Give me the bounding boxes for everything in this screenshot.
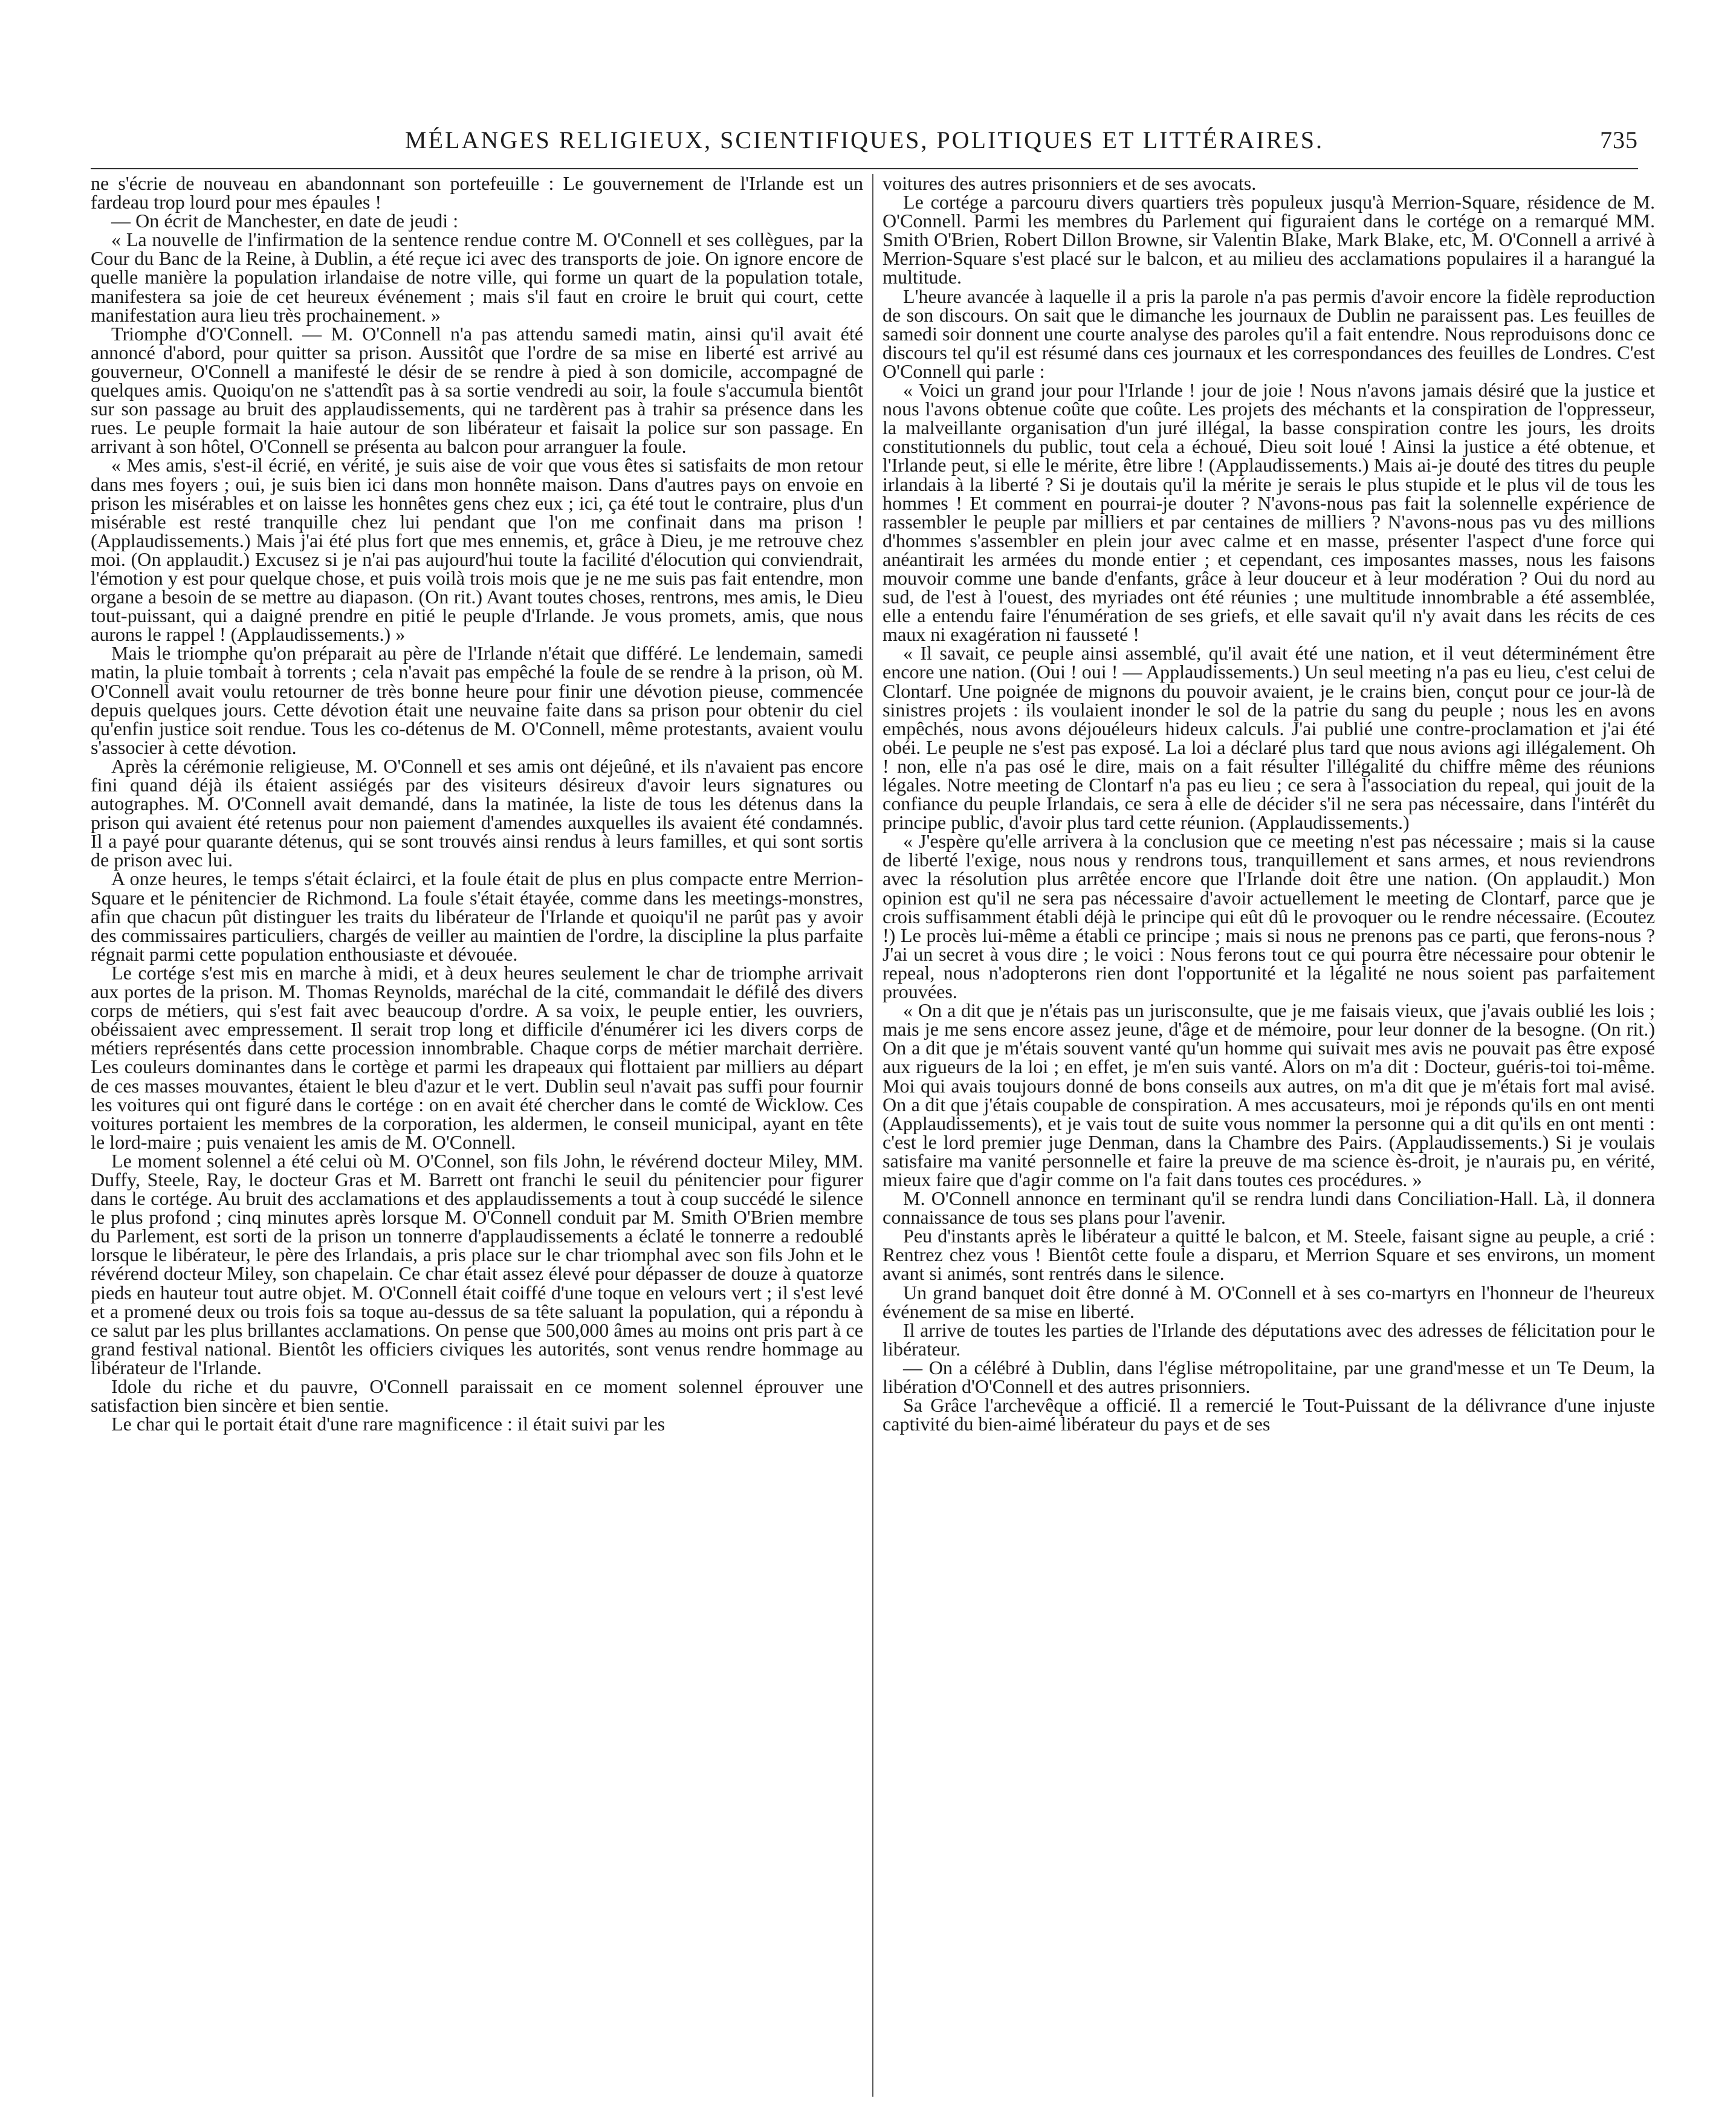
column-divider (872, 174, 873, 2097)
paragraph: « Il savait, ce peuple ainsi assemblé, qu'il avait été une nation, et il veut déterminément être encore une nation. (Oui ! oui ! — Applaudissements.) Un seul meeting n'a pas eu lieu, c'est celui de Clontarf. Une poignée de mignons du pouvoir avaient, je le crains bien, conçut pour ce jour-là de sinistres projets : ils voulaient inonder le sol de la patrie du sang du peuple ; nous les en avons empêchés, nous avons déjouéleurs hideux calculs. J'ai publié une contre-proclamation et j'ai été obéi. Le peuple ne s'est pas exposé. La loi a déclaré plus tard que nous avions agi illégalement. Oh ! non, elle n'a pas osé le dire, mais on a fait résulter l'illégalité du chiffre même des réunions légales. Notre meeting de Clontarf n'a pas eu lieu ; ce sera à l'association du repeal, qui jouit de la confiance du peuple Irlandais, ce sera à elle de décider s'il ne sera pas nécessaire, dans l'intérêt du principe public, d'avoir plus tard cette réunion. (Applaudissements.) (883, 642, 1655, 834)
paragraph: voitures des autres prisonniers et de ses avocats. (883, 174, 1257, 194)
paragraph: M. O'Connell annonce en terminant qu'il se rendra lundi dans Conciliation-Hall. Là, il donnera connaissance de tous ses plans pour l'avenir. (883, 1187, 1655, 1229)
paragraph: — On écrit de Manchester, en date de jeudi : (111, 210, 459, 232)
paragraph: « J'espère qu'elle arrivera à la conclusion que ce meeting n'est pas nécessaire ; mais si la cause de liberté l'exige, nous nous y rendrons tous, tranquillement et sans armes, et nous reviendrons avec la résolution plus arrêtée encore que l'Irlande doit être une nation. (On applaudit.) Mon opinion est qu'il ne sera pas nécessaire d'avoir actuellement le meeting de Clontarf, parce que je crois suffisamment établi déjà le principe qui eût dû le provoquer ou le rendre nécessaire. (Ecoutez !) Le procès lui-même a établi ce principe ; mais si nous ne prenons pas ce parti, que ferons-nous ? J'ai un secret à vous dire ; le voici : Nous ferons tout ce qui pourra être nécessaire pour obtenir le repeal, nous n'adopterons rien dont l'opportunité et la légalité ne nous soient pas parfaitement prouvées. (883, 830, 1655, 1003)
paragraph: Mais le triomphe qu'on préparait au père de l'Irlande n'était que différé. Le lendemain, samedi matin, la pluie tombait à torrents ; cela n'avait pas empêché la foule de se rendre à la prison, où M. O'Connell avait voulu retourner de très bonne heure pour finir une dévotion pieuse, commencée depuis quelques jours. Cette dévotion était une neuvaine faite dans sa prison pour obtenir du ciel qu'enfin justice soit rendue. Tous les co-détenus de M. O'Connell, même protestants, avaient voulu s'associer à cette dévotion. (91, 642, 863, 758)
paragraph: Un grand banquet doit être donné à M. O'Connell et à ses co-martyrs en l'honneur de l'heureux événement de sa mise en liberté. (883, 1281, 1655, 1322)
paragraph: Sa Grâce l'archevêque a officié. Il a remercié le Tout-Puissant de la délivrance d'une injuste captivité du bien-aimé libérateur du pays et de ses (883, 1394, 1655, 1435)
paragraph: Il arrive de toutes les parties de l'Irlande des députations avec des adresses de félicitation pour le libérateur. (883, 1319, 1655, 1360)
paragraph: L'heure avancée à laquelle il a pris la parole n'a pas permis d'avoir encore la fidèle reproduction de son discours. On sait que le dimanche les journaux de Dublin ne paraissent pas. Les feuilles de samedi soir donnent une courte analyse des paroles qu'il a fait entendre. Nous reproduisons donc ce discours tel qu'il est résumé dans ces journaux et les correspondances des feuilles de Londres. C'est O'Connell qui parle : (883, 285, 1655, 382)
paragraph: « On a dit que je n'étais pas un jurisconsulte, que je me faisais vieux, que j'avais oublié les lois ; mais je me sens encore assez jeune, d'âge et de mémoire, pour leur donner de la besogne. (On rit.) On a dit que je m'étais souvent vanté qu'un homme qui suivait mes avis ne pouvait pas être exposé aux rigueurs de la loi ; en effet, je m'en suis vanté. Alors on m'a dit : Docteur, guéris-toi toi-même. Moi qui avais toujours donné de bons conseils aux autres, on m'a dit que je m'étais fort mal avisé. On a dit que j'étais coupable de conspiration. A mes accusateurs, moi je réponds qu'ils en ont menti (Applaudissements), et je vais tout de suite vous nommer la personne qui a dit qu'ils en ont menti : c'est le lord premier juge Denman, dans la Chambre des Pairs. (Applaudissements.) Si je voulais satisfaire ma vanité personnelle et faire la preuve de ma science ès-droit, je n'aurais pu, en vérité, mieux faire que d'agir comme on l'a fait dans toutes ces procédures. » (883, 999, 1655, 1190)
page-header (91, 126, 1638, 162)
right-column (883, 174, 1655, 2097)
paragraph: Peu d'instants après le libérateur a quitté le balcon, et M. Steele, faisant signe au peuple, a crié : Rentrez chez vous ! Bientôt cette foule a disparu, et Merrion Square et ses environs, un moment avant si animés, sont rentrés dans le silence. (883, 1225, 1655, 1285)
paragraph: Triomphe d'O'Connell. — M. O'Connell n'a pas attendu samedi matin, ainsi qu'il avait été annoncé d'abord, pour quitter sa prison. Aussitôt que l'ordre de sa mise en liberté est arrivé au gouverneur, O'Connell a manifesté le désir de se rendre à pied à son domicile, accompagné de quelques amis. Quoiqu'on ne s'attendît pas à sa sortie vendredi au soir, la foule s'accumula bientôt sur son passage au bruit des applaudissements, qui ne tardèrent pas à trahir sa présence dans les rues. Le peuple formait la haie autour de son libérateur et faisait la police sur son passage. En arrivant à son hôtel, O'Connell se présenta au balcon pour arranguer la foule. (91, 322, 863, 458)
paragraph: « La nouvelle de l'infirmation de la sentence rendue contre M. O'Connell et ses collègues, par la Cour du Banc de la Reine, à Dublin, a été reçue ici avec des transports de joie. On ignore encore de quelle manière la population irlandaise de notre ville, qui forme un quart de la population totale, manifestera sa joie de cet heureux événement ; mais s'il faut en croire le bruit qui court, cette manifestation aura lieu très prochainement. » (91, 229, 863, 326)
paragraph: — On a célébré à Dublin, dans l'église métropolitaine, par une grand'messe et un Te Deum, la libération d'O'Connell et des autres prisonniers. (883, 1356, 1655, 1397)
paragraph: « Mes amis, s'est-il écrié, en vérité, je suis aise de voir que vous êtes si satisfaits de mon retour dans mes foyers ; oui, je suis bien ici dans mon honnête maison. Dans d'autres pays on envoie en prison les misérables et on laisse les honnêtes gens chez eux ; ici, ça été tout le contraire, plus d'un misérable est resté tranquille chez lui pendant que l'on me confinait dans ma prison ! (Applaudissements.) Mais j'ai été plus fort que mes ennemis, et, grâce à Dieu, je me retrouve chez moi. (On applaudit.) Excusez si je n'ai pas aujourd'hui toute la facilité d'élocution qui conviendrait, l'émotion y est pour quelque chose, et puis voilà trois mois que je ne me suis pas fait entendre, mon organe a besoin de se mettre au diapason. (On rit.) Avant toutes choses, rentrons, mes amis, le Dieu tout-puissant, qui a daigné prendre en pitié le peuple d'Irlande. Je vous promets, amis, que nous aurons le rappel ! (Applaudissements.) » (91, 454, 863, 646)
header-rule (91, 168, 1638, 169)
left-column (91, 174, 863, 2097)
paragraph: Le cortége s'est mis en marche à midi, et à deux heures seulement le char de triomphe arrivait aux portes de la prison. M. Thomas Reynolds, maréchal de la cité, commandait le défilé des divers corps de métiers, qui s'est fait avec beaucoup d'ordre. A sa voix, le peuple entier, les ouvriers, obéissaient avec empressement. Il serait trop long et difficile d'énumérer ici les divers corps de métiers représentés dans cette procession innombrable. Chaque corps de métier marchait derrière. Les couleurs dominantes dans le cortège et parmi les drapeaux qui flottaient par milliers au départ de ces masses mouvantes, étaient le bleu d'azur et le vert. Dublin seul n'avait pas suffi pour fournir les voitures qui ont figuré dans le cortége : on en avait été chercher dans le comté de Wicklow. Ces voitures portaient les membres de la corporation, les aldermen, le conseil municipal, ayant en tête le lord-maire ; puis venaient les amis de M. O'Connell. (91, 961, 863, 1153)
paragraph: « Voici un grand jour pour l'Irlande ! jour de joie ! Nous n'avons jamais désiré que la justice et nous l'avons obtenue coûte que coûte. Les projets des méchants et la conspiration de l'oppresseur, la malveillante organisation d'un juré illégal, la basse conspiration contre les jours, les droits constitutionnels du public, tout cela a échoué, Dieu soit loué ! Ainsi la justice a été obtenue, et l'Irlande peut, si elle le mérite, être libre ! (Applaudissements.) Mais ai-je douté des titres du peuple irlandais à la liberté ? Si je doutais qu'il la mérite je serais le plus stupide et le plus vil de tous les hommes ! Et comment en pourrai-je douter ? N'avons-nous pas fait la solennelle expérience de rassembler le peuple par milliers et par centaines de milliers ? N'avons-nous pas vu des millions d'hommes s'assembler en plein jour avec calme et en masse, présenter l'aspect d'une force qui anéantirait les armées du monde entier ; et cependant, ces imposantes masses, nous les faisons mouvoir comme une bande d'enfants, grâce à leur douceur et à leur modération ? Oui du nord au sud, de l'est à l'ouest, des myriades ont été réunies ; une multitude innombrable a été assemblée, elle a entendu faire l'énumération de ses griefs, et elle savait qu'il n'y avait dans les récits de ces maux ni exagération ni fausseté ! (883, 379, 1655, 646)
paragraph: Le moment solennel a été celui où M. O'Connel, son fils John, le révérend docteur Miley, MM. Duffy, Steele, Ray, le docteur Gras et M. Barrett ont franchi le seuil du pénitencier pour figurer dans le cortége. Au bruit des acclamations et des applaudissements a tout à coup succédé le silence le plus profond ; cinq minutes après lorsque M. O'Connell conduit par M. Smith O'Brien membre du Parlement, est sorti de la prison un tonnerre d'applaudissements a éclaté le tonnerre a redoublé lorsque le libérateur, le père des Irlandais, a pris place sur le char triomphal avec son fils John et le révérend docteur Miley, son chapelain. Ce char était assez élevé pour dépasser de douze à quatorze pieds en hauteur tout autre objet. M. O'Connell était coiffé d'une toque en velours vert ; il s'est levé et a promené deux ou trois fois sa toque au-dessus de sa tête saluant la population, qui a répondu à ce salut par les plus brillantes acclamations. On pense que 500,000 âmes au moins ont pris part à ce grand festival national. Bientôt les officiers civiques les autorités, sont venus rendre hommage au libérateur de l'Irlande. (91, 1149, 863, 1378)
paragraph: ne s'écrie de nouveau en abandonnant son portefeuille : Le gouvernement de l'Irlande est un fardeau trop lourd pour mes épaules ! (91, 174, 863, 213)
page-number: 735 (1600, 126, 1638, 154)
paragraph: Idole du riche et du pauvre, O'Connell paraissait en ce moment solennel éprouver une satisfaction bien sincère et bien sentie. (91, 1375, 863, 1417)
paragraph: A onze heures, le temps s'était éclairci, et la foule était de plus en plus compacte entre Merrion-Square et le pénitencier de Richmond. La foule s'était étayée, comme dans les meetings-monstres, afin que chacun pût distinguer les traits du libérateur de l'Irlande et quoiqu'il ne parût pas y avoir des commissaires particuliers, chargés de veiller au maintien de l'ordre, la discipline la plus parfaite régnait parmi cette population enthousiaste et dévouée. (91, 868, 863, 965)
paragraph: Après la cérémonie religieuse, M. O'Connell et ses amis ont déjeûné, et ils n'avaient pas encore fini quand déjà ils étaient assiégés par des visiteurs désireux d'avoir leurs signatures ou autographes. M. O'Connell avait demandé, dans la matinée, la liste de tous les détenus dans la prison qui avaient été retenus pour non paiement d'amendes auxquelles ils avaient été condamnés. Il a payé pour quarante détenus, qui se sont trouvés ainsi rendus à leurs familles, et qui sont sortis de prison avec lui. (91, 755, 863, 871)
paragraph: Le char qui le portait était d'une rare magnificence : il était suivi par les (111, 1413, 666, 1435)
paragraph: Le cortége a parcouru divers quartiers très populeux jusqu'à Merrion-Square, résidence de M. O'Connell. Parmi les membres du Parlement qui figuraient dans le cortége on a remarqué MM. Smith O'Brien, Robert Dillon Browne, sir Valentin Blake, Mark Blake, etc, M. O'Connell a arrivé à Merrion-Square s'est placé sur le balcon, et au milieu des acclamations populaires il a harangué la multitude. (883, 191, 1655, 288)
running-title: MÉLANGES RELIGIEUX, SCIENTIFIQUES, POLITIQUES ET LITTÉRAIRES. (405, 126, 1324, 154)
